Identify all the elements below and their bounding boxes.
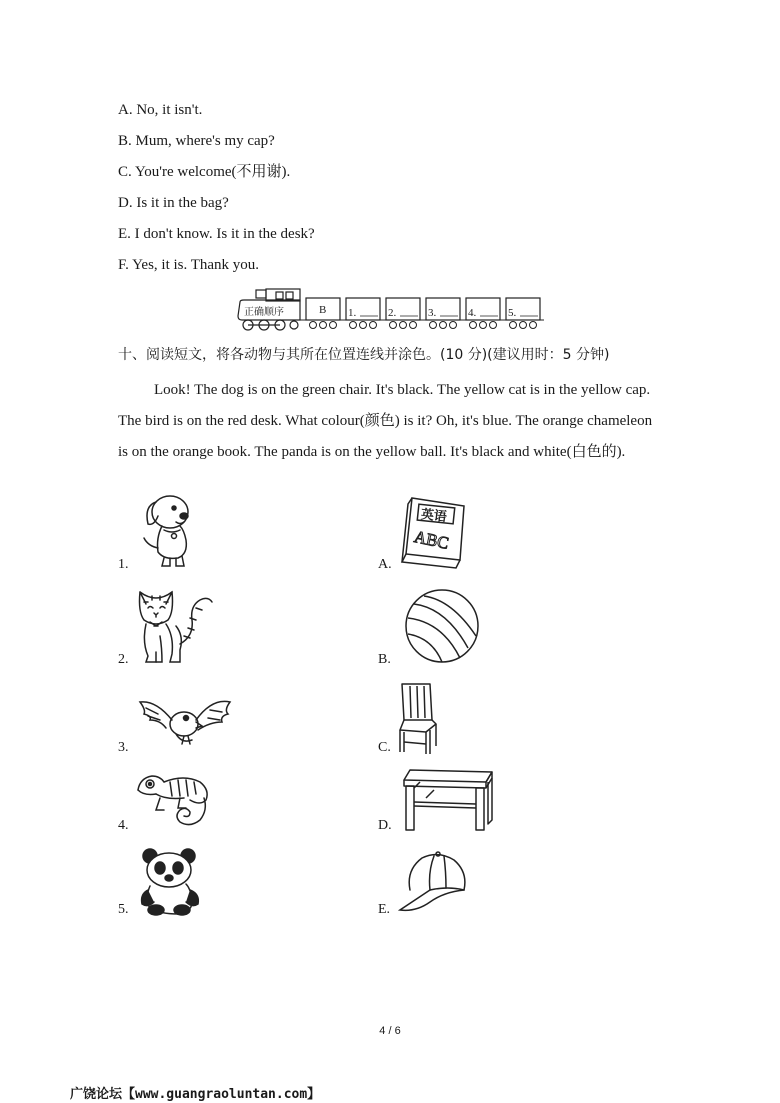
place-letter: A. [378, 557, 392, 572]
train-car-label: 2. [388, 307, 397, 319]
panda-icon [136, 846, 206, 916]
reading-passage: Look! The dog is on the green chair. It's black. The yellow cat is in the yellow cap. The bird is on the red desk. What colour(颜色) is it? Oh, it's blue. The orange chameleon is on the orange book. The panda is on the yellow ball. It's black and white(白色的). [118, 382, 653, 460]
chair-icon [396, 680, 440, 756]
section-title: 十、阅读短文，将各动物与其所在位置连线并涂色。(10 分)(建议用时：5 分钟) [118, 347, 610, 363]
train-car-label: 5. [508, 307, 517, 319]
option-e: E. I don't know. Is it in the desk? [118, 226, 315, 242]
place-letter: D. [378, 818, 392, 833]
place-letter: B. [378, 652, 391, 667]
option-d: D. Is it in the bag? [118, 195, 229, 211]
train-car-label: B [319, 304, 327, 316]
dog-icon [134, 490, 198, 570]
footer-source: 广饶论坛【www.guangraoluntan.com】 [70, 1087, 321, 1102]
desk-icon [400, 768, 496, 832]
train-engine-label: 正确顺序 [244, 307, 284, 318]
option-c: C. You're welcome(不用谢). [118, 164, 291, 180]
option-a: A. No, it isn't. [118, 102, 203, 118]
place-letter: C. [378, 740, 391, 755]
page-number: 4 / 6 [379, 1025, 401, 1037]
train-car-label: 4. [468, 307, 477, 319]
animal-number: 1. [118, 557, 129, 572]
cap-icon [398, 850, 470, 918]
ball-icon [402, 588, 482, 664]
chameleon-icon [134, 770, 214, 834]
place-letter: E. [378, 902, 391, 917]
book-title: 英语 [420, 507, 448, 526]
answer-train [236, 286, 546, 334]
option-b: B. Mum, where's my cap? [118, 133, 275, 149]
option-f: F. Yes, it is. Thank you. [118, 257, 260, 273]
book-letters: ABC [412, 527, 451, 553]
animal-number: 2. [118, 652, 129, 667]
cat-icon [134, 586, 216, 666]
bird-icon [136, 690, 236, 756]
animal-number: 5. [118, 902, 129, 917]
train-car-label: 1. [348, 307, 357, 319]
animal-number: 4. [118, 818, 129, 833]
train-car-label: 3. [428, 307, 437, 319]
book-icon [398, 494, 468, 570]
animal-number: 3. [118, 740, 129, 755]
